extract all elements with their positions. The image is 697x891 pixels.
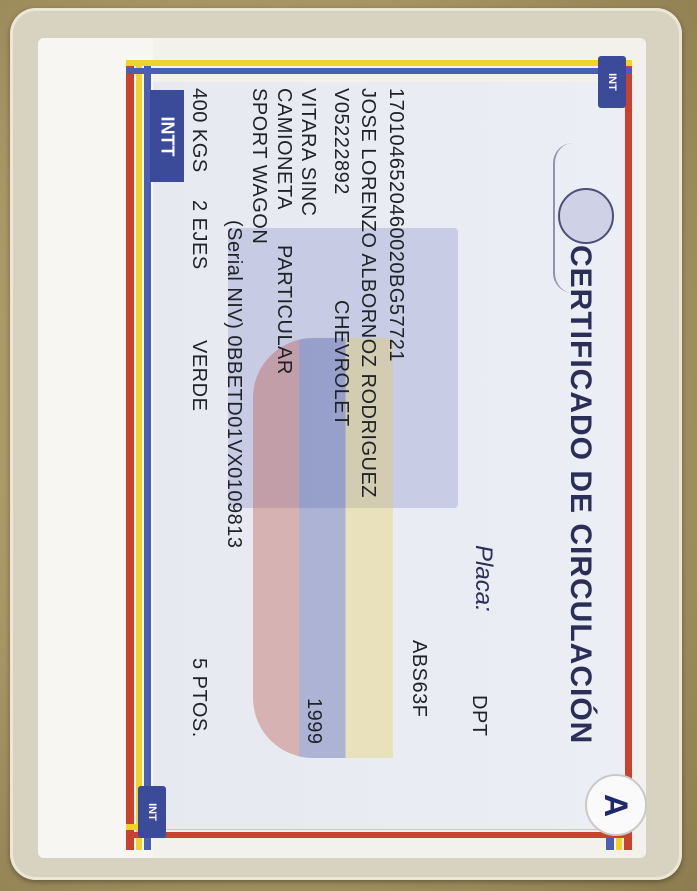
serial-niv: (Serial NIV) 0BBETD01VX0109813	[223, 220, 245, 549]
vehicle-model: VITARA SINC	[297, 88, 319, 217]
vehicle-seats: 5 PTOS.	[188, 658, 210, 738]
vehicle-year: 1999	[303, 698, 325, 745]
vehicle-class: SPORT WAGON	[248, 88, 270, 245]
vehicle-color: VERDE	[188, 340, 210, 412]
vehicle-axles: 2 EJES	[188, 200, 210, 270]
placa-state: DPT	[468, 695, 490, 737]
category-badge: A	[585, 774, 647, 836]
rotated-text-layer	[105, 40, 605, 840]
owner-id: V05222892	[330, 88, 352, 195]
intt-logo-top: INT	[598, 56, 626, 108]
document-title: CERTIFICADO DE CIRCULACIÓN	[564, 245, 597, 745]
border-stripe-red-right	[624, 60, 632, 850]
placa-number: ABS63F	[408, 640, 430, 718]
vehicle-brand: CHEVROLET	[330, 300, 352, 427]
intt-side-logo: INTT	[150, 90, 184, 182]
vehicle-type: CAMIONETA	[273, 88, 295, 210]
vehicle-use: PARTICULAR	[273, 245, 295, 375]
placa-label: Placa:	[470, 545, 497, 612]
intt-logo-bottom: INT	[138, 786, 166, 838]
owner-name: JOSE LORENZO ALBORNOZ RODRIGUEZ	[357, 88, 379, 499]
certificate-number: 1701046520460020BG57721	[385, 88, 407, 362]
vehicle-weight: 400 KGS	[188, 88, 210, 173]
